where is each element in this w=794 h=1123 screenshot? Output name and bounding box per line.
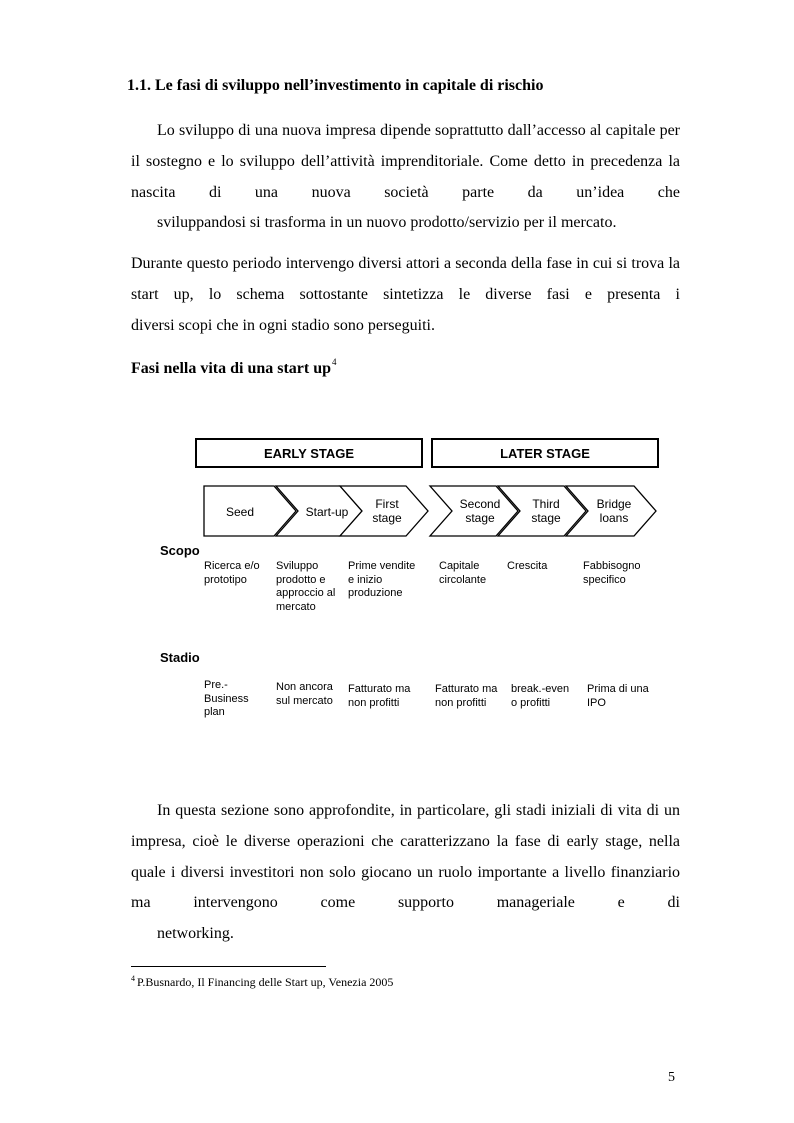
early-stage-box: EARLY STAGE — [195, 438, 423, 468]
paragraph-3 — [131, 796, 680, 950]
paragraph-line: livello finanziario ma intervengono come supporto manageriale e di — [131, 863, 681, 912]
stadio-cell: Fatturato ma non profitti — [348, 683, 411, 709]
paragraph-line: trova la start up, lo schema sottostante sintetizza le diverse fasi e presenta i — [131, 255, 681, 303]
footnote-divider — [131, 966, 326, 967]
scopo-cell: Sviluppo prodotto e approccio al mercato — [276, 560, 336, 613]
start-up-phases-diagram — [150, 430, 670, 730]
scopo-cell: Prime vendite e inizio produzione — [348, 560, 416, 599]
stadio-cell: Non ancora sul mercato — [276, 681, 333, 707]
paragraph-1 — [131, 116, 680, 239]
paragraph-line: di un impresa, cioè le diverse operazioni che caratterizzano la fase di early — [131, 802, 680, 850]
footnote-text: P.Busnardo, Il Financing delle Start up, Venezia 2005 — [137, 975, 394, 989]
scopo-cell: Ricerca e/o prototipo — [204, 560, 260, 586]
phase-label: Bridge loans — [596, 497, 632, 525]
phase-label: Seed — [225, 505, 255, 519]
scopo-cell: Capitale circolante — [439, 560, 487, 586]
stadio-cell: Fatturato ma non profitti — [435, 683, 498, 709]
scopo-cell: Fabbisogno specifico — [583, 560, 641, 586]
paragraph-line: in precedenza la nascita di una nuova società parte da un’idea che — [131, 152, 681, 201]
scopo-cell: Crescita — [507, 560, 548, 572]
phase-label: Second stage — [459, 497, 501, 525]
paragraph-line: sviluppandosi si trasforma in un nuovo prodotto/servizio per il mercato. — [157, 214, 617, 232]
paragraph-2 — [131, 249, 680, 341]
paragraph-line: In questa sezione sono approfondite, in particolare, gli stadi iniziali di vita — [157, 802, 642, 819]
footnote-number: 4 — [131, 974, 135, 983]
paragraph-line: stage, nella quale i diversi investitori non solo giocano un ruolo importante a — [131, 832, 681, 881]
footnote — [131, 974, 393, 990]
section-heading: 1.1. Le fasi di sviluppo nell’investimento in capitale di rischio — [127, 77, 544, 94]
phase-label: Third stage — [531, 497, 561, 525]
scopo-row-label: Scopo — [160, 543, 200, 558]
paragraph-line: networking. — [157, 925, 234, 943]
figure-title-text: Fasi nella vita di una start up — [131, 360, 332, 377]
stadio-row-label: Stadio — [160, 650, 200, 665]
phase-label: First stage — [372, 497, 402, 525]
phase-label: Start-up — [305, 505, 349, 519]
page-number: 5 — [668, 1070, 675, 1085]
paragraph-line: Lo sviluppo di una nuova impresa dipende soprattutto dall’accesso al — [157, 122, 602, 139]
figure-title — [131, 357, 337, 378]
paragraph-line: capitale per il sostegno e lo sviluppo dell’attività imprenditoriale. Come detto — [131, 122, 681, 170]
later-stage-box: LATER STAGE — [431, 438, 659, 468]
stadio-cell: Pre.- Business plan — [204, 679, 249, 718]
paragraph-line: Durante questo periodo intervengo diversi attori a seconda della fase in cui si — [131, 255, 628, 272]
footnote-ref: 4 — [332, 357, 337, 367]
stadio-cell: break.-even o profitti — [511, 683, 570, 709]
stadio-cell: Prima di una IPO — [587, 683, 649, 709]
paragraph-line: diversi scopi che in ogni stadio sono perseguiti. — [131, 316, 435, 334]
